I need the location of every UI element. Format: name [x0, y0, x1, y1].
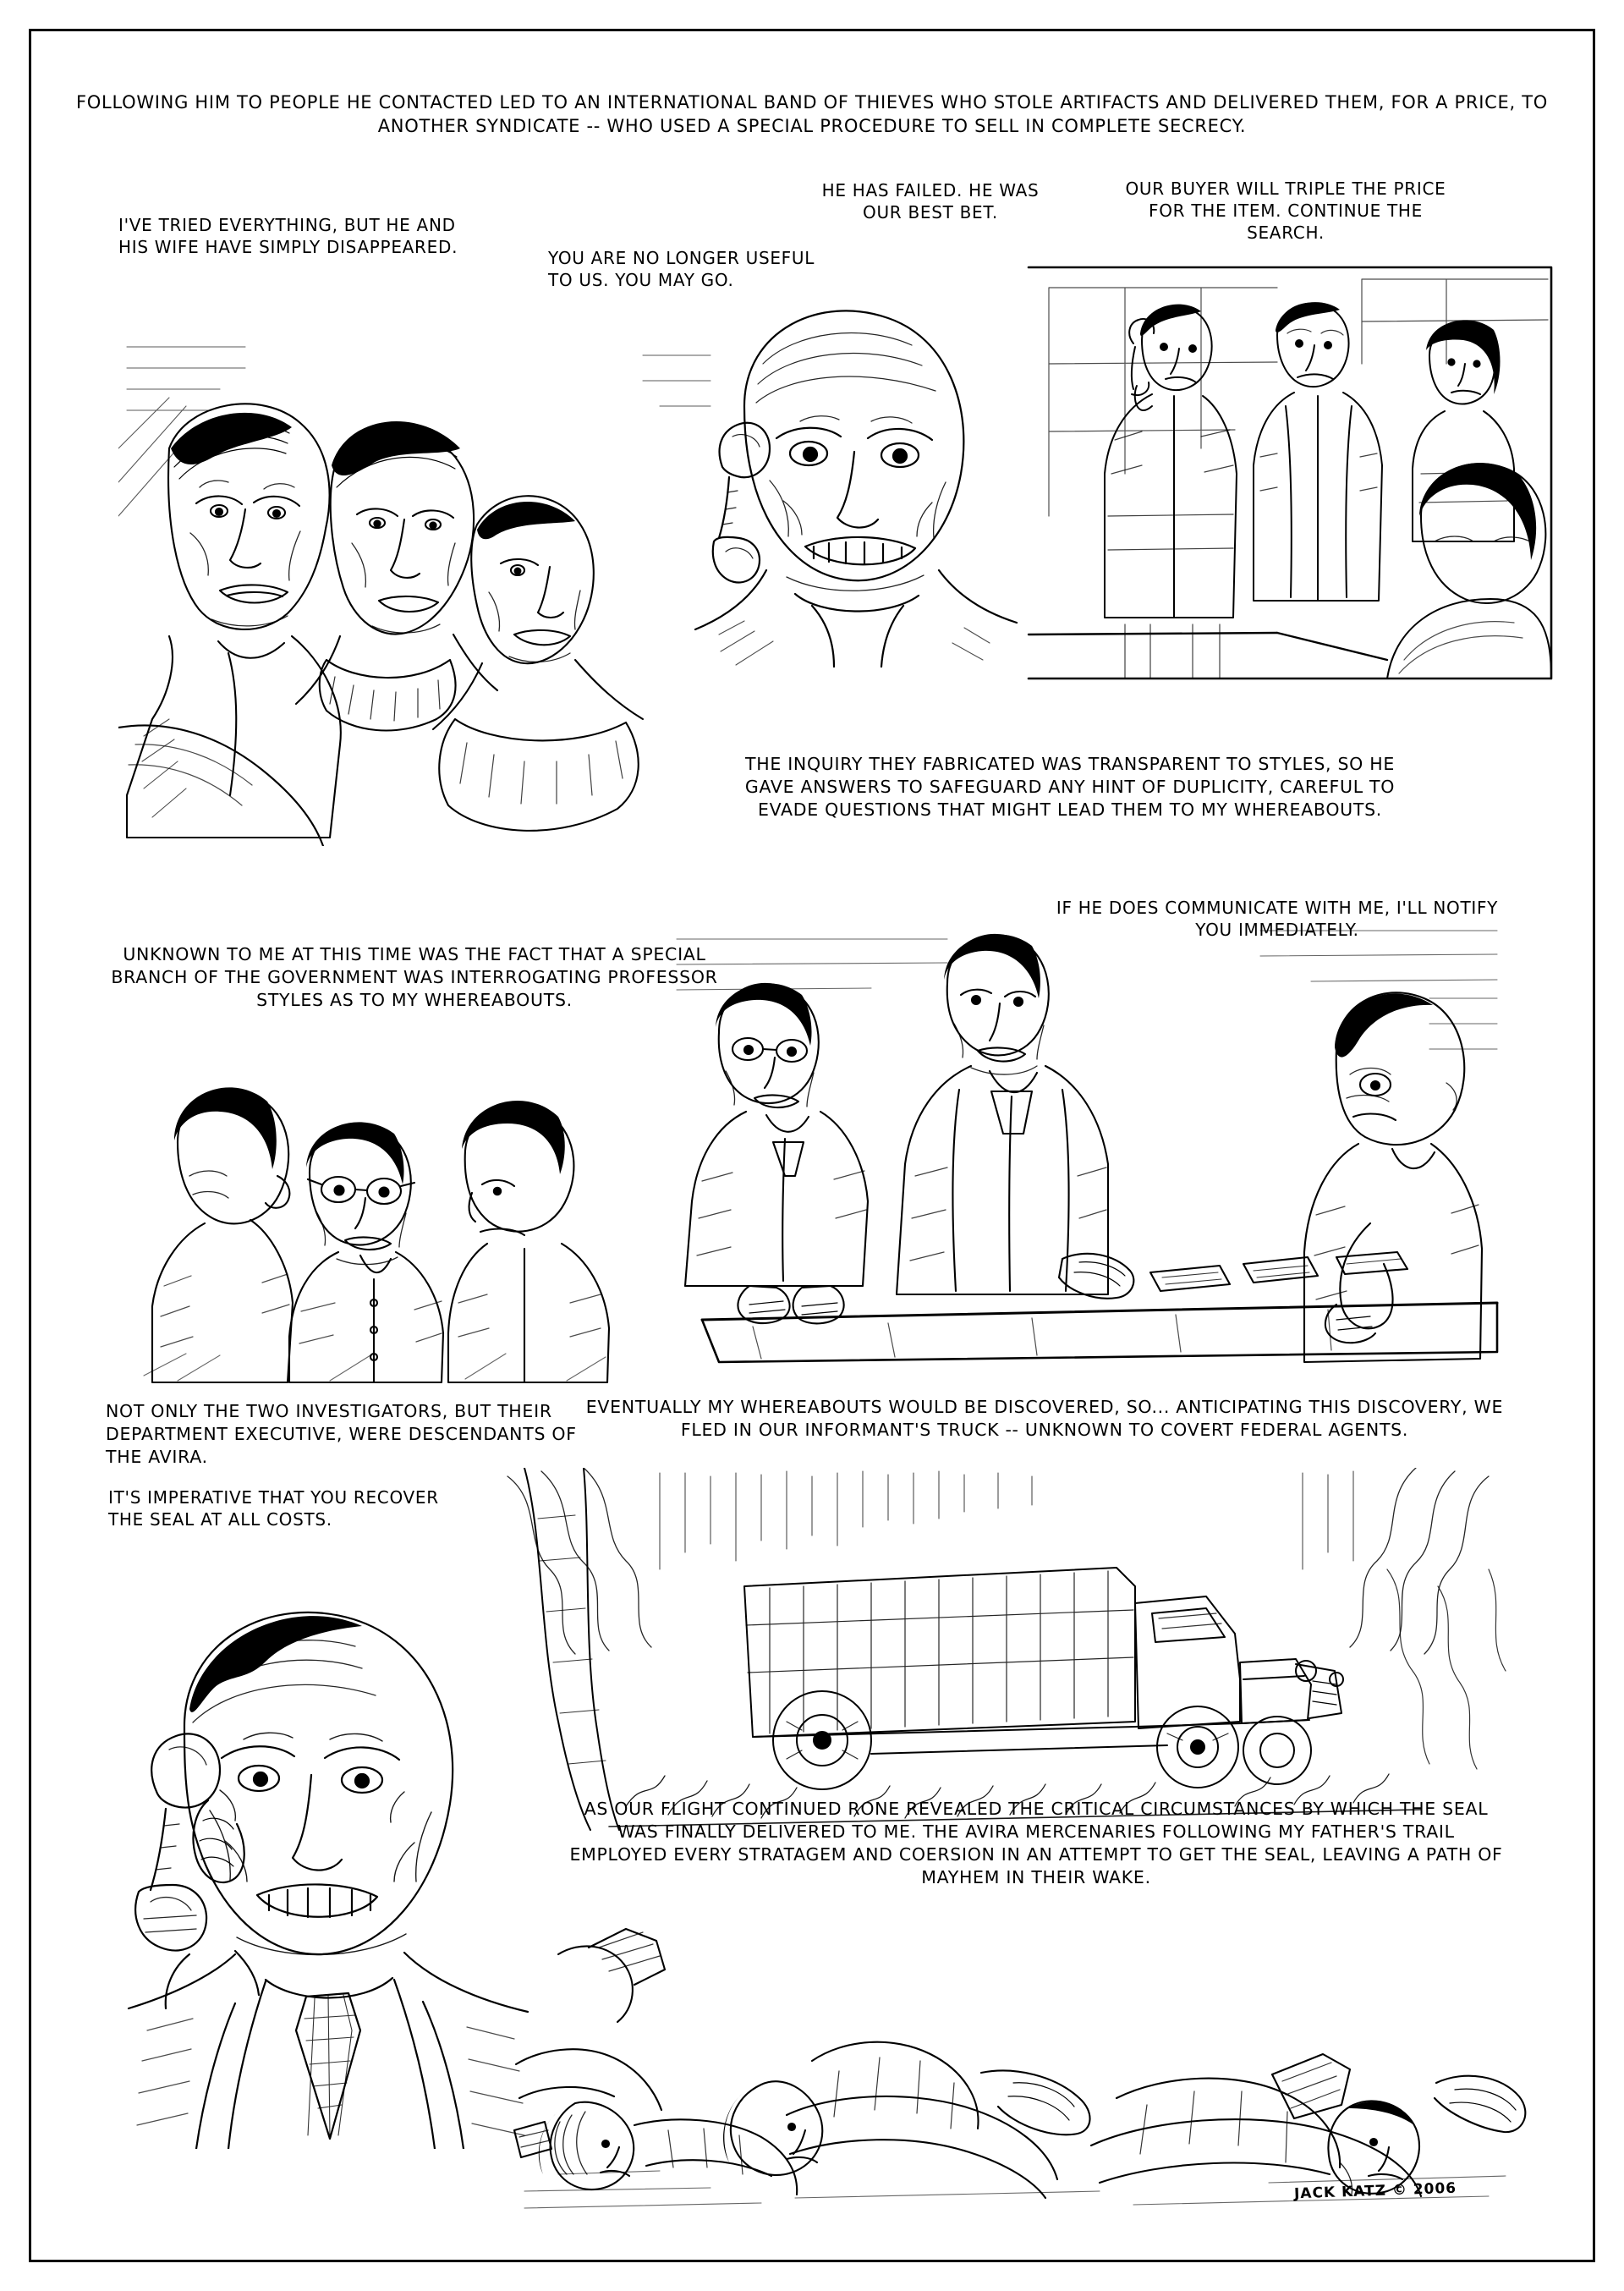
dialogue-buyer-triple: OUR BUYER WILL TRIPLE THE PRICE FOR THE ITEM. CONTINUE THE SEARCH. — [1125, 179, 1446, 243]
panel-bald-man-on-telephone — [685, 279, 1023, 668]
narration-descendants: NOT ONLY THE TWO INVESTIGATORS, BUT THEIR DEPARTMENT EXECUTIVE, WERE DESCENDANTS OF THE AVIRA. — [106, 1401, 577, 1468]
dialogue-he-has-failed: HE HAS FAILED. HE WAS OUR BEST BET. — [821, 180, 1040, 223]
dialogue-no-longer-useful: YOU ARE NO LONGER USEFUL TO US. YOU MAY GO. — [548, 248, 815, 290]
narration-rone: AS OUR FLIGHT CONTINUED RONE REVEALED THE CRITICAL CIRCUMSTANCES BY WHICH THE SEAL WAS FINALLY DELIVERED TO ME. THE AVIRA MERCENARIES FOLLOWING MY FATHER'S TRAIL EMPLOYED EVERY STRATAGEM AND COERSION IN AN ATTEMPT TO GET THE SEAL, LEAVING A PATH OF MAYHEM IN THEIR WAKE. — [569, 1799, 1503, 1888]
narration-top: FOLLOWING HIM TO PEOPLE HE CONTACTED LED TO AN INTERNATIONAL BAND OF THIEVES WHO STOLE ARTIFACTS AND DELIVERED THEM, FOR A PRICE, TO ANOTHER SYNDICATE -- WHO USED A SPECIAL PROCEDURE TO SELL IN COMPLETE SECRECY. — [76, 92, 1548, 136]
panel-three-men-conversation — [118, 321, 727, 846]
panel-two-investigators-with-professor — [127, 1049, 634, 1387]
dialogue-recover-seal: IT'S IMPERATIVE THAT YOU RECOVER THE SEAL AT ALL COSTS. — [108, 1487, 439, 1530]
panel-office-agents-on-phone — [1023, 262, 1556, 694]
panel-executive-on-telephone — [108, 1557, 548, 2149]
dialogue-notify-you: IF HE DOES COMMUNICATE WITH ME, I'LL NOTIFY YOU IMMEDIATELY. — [1056, 898, 1499, 940]
panel-interrogation-table-scene — [668, 922, 1506, 1396]
artist-signature: JACK KATZ © 2006 — [1293, 2179, 1457, 2203]
panel-truck-fleeing-through-woods — [491, 1468, 1522, 1832]
narration-inquiry: THE INQUIRY THEY FABRICATED WAS TRANSPARENT TO STYLES, SO HE GAVE ANSWERS TO SAFEGUARD ANY HINT OF DUPLICITY, CAREFUL TO EVADE QUESTIONS THAT MIGHT LEAD THEM TO MY WHEREABOUTS. — [744, 754, 1396, 821]
narration-flight: EVENTUALLY MY WHEREABOUTS WOULD BE DISCOVERED, SO... ANTICIPATING THIS DISCOVERY, WE FLED IN OUR INFORMANT'S TRUCK -- UNKNOWN TO COVERT FEDERAL AGENTS. — [585, 1397, 1504, 1441]
narration-unknown-to-me: UNKNOWN TO ME AT THIS TIME WAS THE FACT THAT A SPECIAL BRANCH OF THE GOVERNMENT WAS INTERROGATING PROFESSOR STYLES AS TO MY WHEREABOUTS. — [111, 944, 718, 1011]
dialogue-tried-everything: I'VE TRIED EVERYTHING, BUT HE AND HIS WIFE HAVE SIMPLY DISAPPEARED. — [118, 215, 458, 257]
